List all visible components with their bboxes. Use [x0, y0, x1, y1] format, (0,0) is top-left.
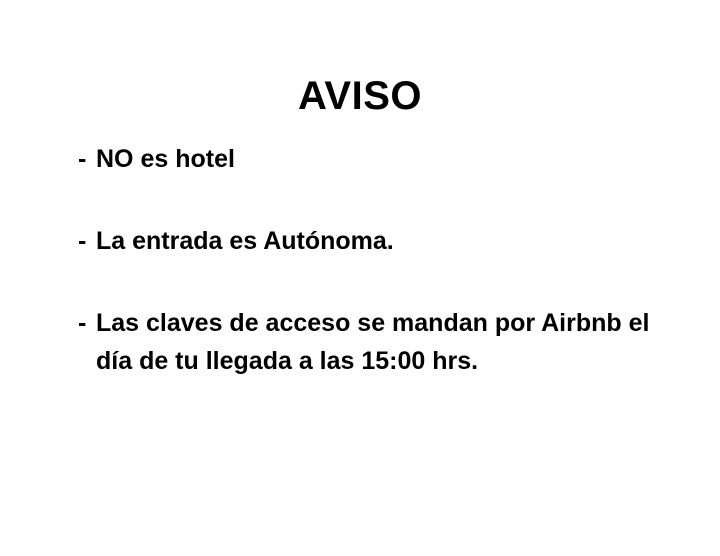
list-item	[78, 304, 668, 380]
bullet-marker: -	[78, 227, 87, 255]
list-item-text: Las claves de acceso se mandan por Airbnb el día de tu llegada a las 15:00 hrs.	[96, 309, 657, 375]
bullet-marker: -	[78, 309, 87, 337]
page-title: AVISO	[297, 74, 422, 118]
list-item	[78, 140, 668, 178]
bullet-list	[78, 140, 668, 380]
list-item-text: NO es hotel	[96, 145, 235, 173]
bullet-marker: -	[78, 145, 87, 173]
list-item-text: La entrada es Autónoma.	[96, 227, 394, 255]
list-item	[78, 222, 668, 260]
